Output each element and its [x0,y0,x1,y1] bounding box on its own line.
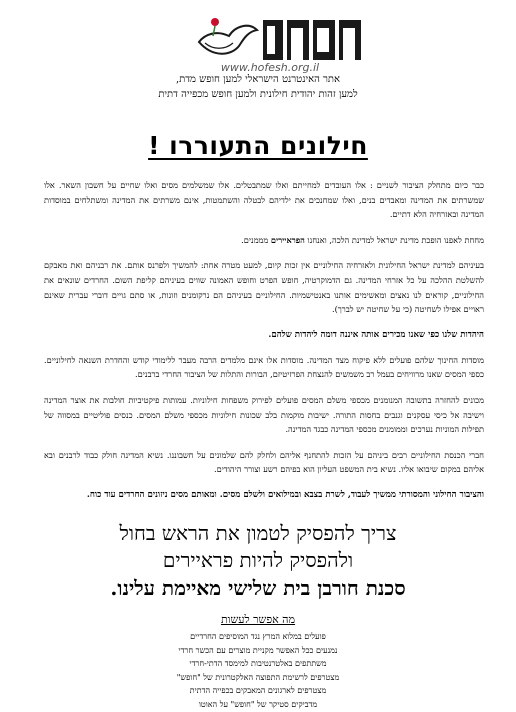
list-item: מדביקים סטיקר של "חופש" על האוטו [198,699,318,709]
org-line: למען זהות יהודית חילונית ולמען חופש מכפייה דתית [158,89,358,100]
paragraph [44,233,484,248]
paragraph-text: מממנים. [241,234,269,245]
logo-url[interactable]: www.hofesh.org.il [220,61,320,74]
paragraph-text: מחחת לאפנו הופכת מדינת ישראל למדינת הלכה, ואנחנו [307,234,484,245]
dove-logo-icon [191,12,365,64]
org-description [0,72,516,102]
list-item: פועלים במלוא המרץ נגד המוסיפים החרדיים [190,632,326,641]
list-item: משתתפים באלטרנטיבות למימסד הדתי-חרדי [189,659,327,669]
paragraph: חברי הכנסת החילוניים רבים ביניהם על הזכות להתחנף אליהם ולחלק להם שלמונים על חשבוננו. נשיא המדינה חולק כבוד לרבנים ובא אליהם במקום שיבואו אליו. נשיא בית המשפט העליון הוא בפיהם רשע וצורר היהודים. [44,449,484,475]
list-item: מצטרפים לרשימת התפוצה האלקטרונית של "חופש" [176,672,340,682]
callout-line: ולהפסיק להיות פראיירים [162,548,354,572]
bold-statement: היהדות שלנו כפי שאנו מכירים אותה איננה דומה ליהדות שלהם. [268,329,484,340]
callout-line: סכנת חורבן בית שלישי מאיימת עלינו. [110,576,406,600]
org-line: אתר האינטרנט הישראלי למען חופש מדת, [175,74,341,85]
action-list [0,612,516,712]
list-item: מצטרפים לארגונים המאבקים בכפייה הדתית [189,686,327,696]
paragraph: מוסדות החינוך שלהם פועלים ללא פיקוח מצד המדינה. מוסדות אלו אינם מלמדים הרבה מעבר ללימודי קודש והחדרת השנאה לחילוניים. כספי המסים שאנו מרוויחים בעמל רב משמשים להנצחת הפרזיטיזם, הבורות והתלות של הציבור החרדי ברבנים. [44,354,484,380]
emphasis-text: הפראיירים [270,234,305,245]
paragraph: כבר כיום מתחלק הציבור לשניים : אלו העובדים למחייתם ואלו שמתבטלים. אלו שמשלמים מסים ואלו שחיים על חשבון השאר. אלו שמשרתים את המדינה ומאבדים בנים, ואלו שמחנכים את ילדיהם לבטלה והשתמטות, אינם משרתים את המדינה ומשתלחים במוסדות המדינה ובאזרחיה הלא דתיים. [44,180,484,220]
page-title: חילונים התעוררו ! [148,131,368,160]
callout [0,520,516,603]
logo [155,4,365,80]
paragraph: בעיניהם למדינת ישראל החילונית ולאזרחיה החילוניים אין זכות קיום, למעט מטרה אחת: להמשיך ולפרנס אותם. את רבניהם ואת מאבקם להשלטת ההלכה על כל אזרחי המדינה. גם הדמוקרטיה, חופש הפרט וחופש האמונה שווים בעיניהם קליפת השום. החרדים שונאים את החילוניים, קוראים לנו נאצים ומאשימים אותנו באנטישמיות. החילוניים בעיניהם הם נרקומנים וזונות, או סתם גויים דוברי עברית שאינם ראויים אפילו לשחיטה (כי על שחיטה יש לברך). [44,260,484,315]
action-heading: מה אפשר לעשות [220,613,296,626]
list-item: נמנעים ככל האפשר מקניית מוצרים עם הכשר חרדי [178,645,338,655]
article-body [44,178,484,513]
callout-line: צריך להפסיק לטמון את הראש בחול [119,521,397,545]
paragraph: מכונים להחזרה בתשובה המנומנים מכספי משלם המסים פועלים לפירוק משפחות חילוניות. עמותות פיקטיביות חולבות את אוצר המדינה וישיבה אל כיסי עסקנים וגנבים בחסות התורה. ישיבות מוקמות בלב שכונות חילוניות מכספי משלם המסים. כנסים פוליטיים במסווה של תפילות המוניות נערכים וממומנים מכספי המדינה כבגד המדינה. [44,394,484,435]
bold-statement: והציבור החילוני והמסורתי ממשיך לעבוד, לשרת בצבא ובמילואים ולשלם מסים. ומאותם מסים ניזונים החרדים עוד כוח. [86,489,484,500]
